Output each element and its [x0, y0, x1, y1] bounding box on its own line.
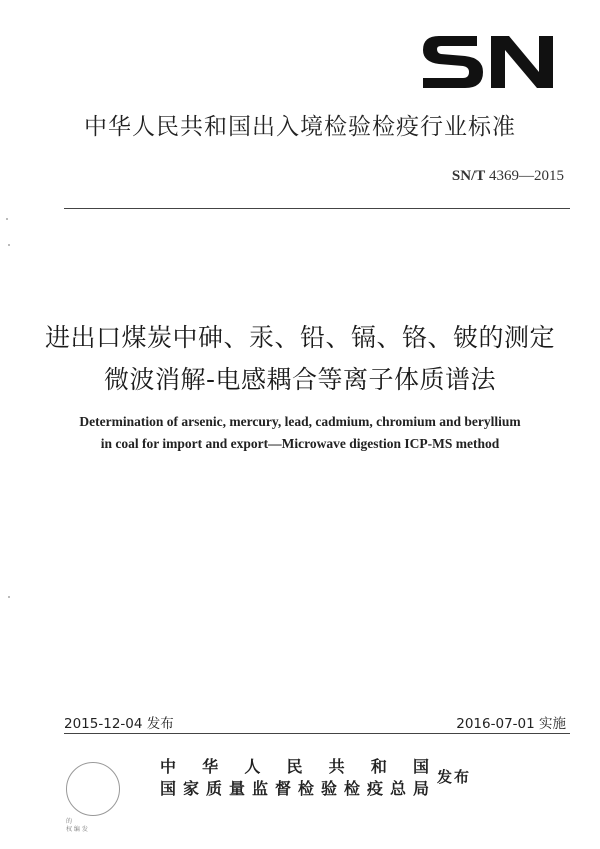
issue-date: 2015-12-04 发布 [64, 716, 174, 732]
standard-number [452, 168, 564, 185]
title-en-line2: in coal for import and export—Microwave digestion ICP-MS method [100, 436, 500, 451]
margin-speck [8, 596, 10, 598]
sn-logo [419, 30, 557, 94]
standard-code: 4369—2015 [489, 168, 564, 184]
title-cn-line1: 进出口煤炭中砷、汞、铅、镉、铬、铍的测定 [44, 323, 555, 352]
title-cn-line2: 微波消解-电感耦合等离子体质谱法 [103, 365, 497, 394]
header-rule [64, 208, 570, 209]
stamp-seal [66, 762, 120, 816]
standard-type-header: 中华人民共和国出入境检验检疫行业标准 [84, 114, 516, 140]
margin-speck [8, 244, 10, 246]
issuer-line1: 中华人民共和国 [160, 757, 430, 776]
publish-label: 发布 [437, 768, 472, 786]
title-en-line1: Determination of arsenic, mercury, lead, cadmium, chromium and beryllium [79, 414, 521, 429]
stamp-text [66, 818, 88, 834]
effective-date: 2016-07-01 实施 [456, 716, 566, 732]
sn-logo-mark [419, 30, 557, 94]
issuer-line2: 国家质量监督检验检疫总局 [160, 779, 430, 798]
stamp-text-line2: 权 编 发 [66, 826, 88, 833]
footer-rule [64, 733, 570, 734]
standard-prefix: SN/T [451, 168, 486, 184]
stamp-text-line1: 的 [66, 818, 73, 825]
margin-speck [6, 218, 8, 220]
